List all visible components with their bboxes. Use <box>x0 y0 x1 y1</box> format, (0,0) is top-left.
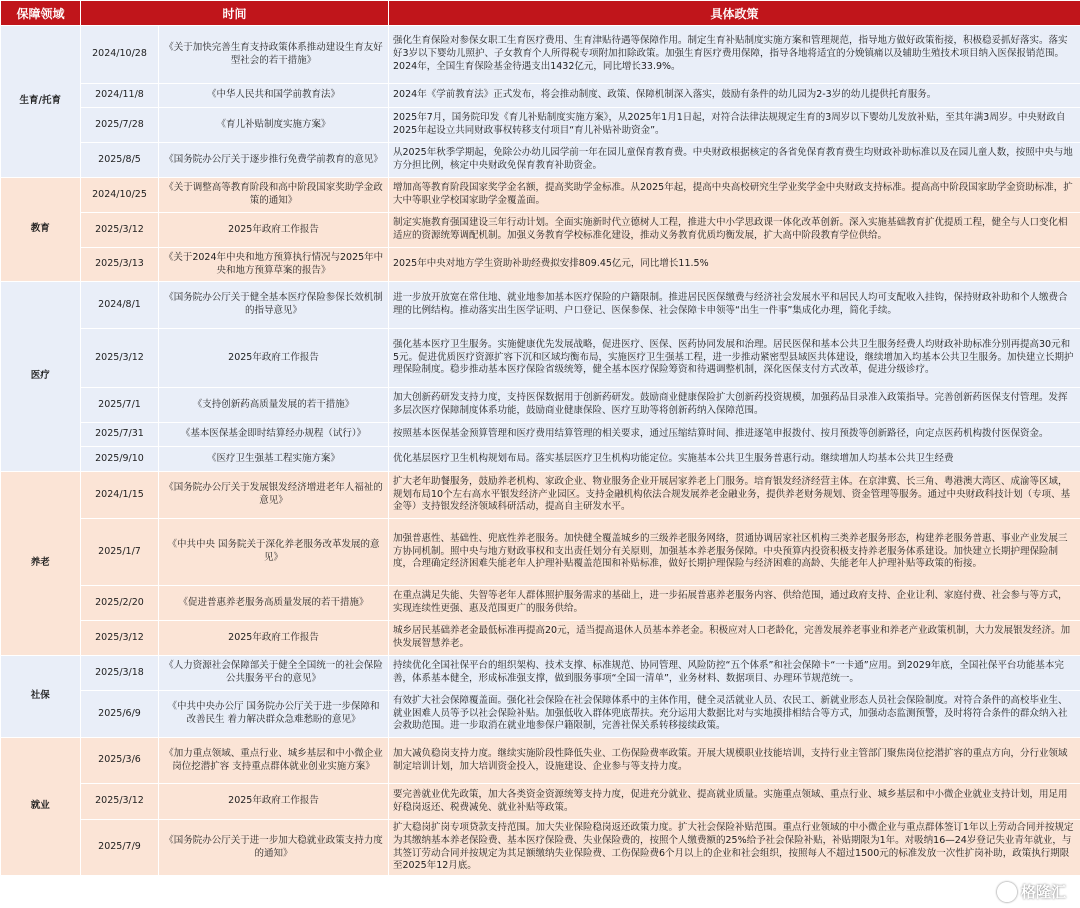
domain-cell: 就业 <box>1 738 81 876</box>
header-row <box>1 1 1080 26</box>
detail-cell: 加强普惠性、基础性、兜底性养老服务。加快健全覆盖城乡的三级养老服务网络，贯通协调居家社区机构三类养老服务形态，构建养老服务普惠、事业产业发展三方协同机制。照中央与地方财政事权和支出责任划分有关原则，加强基本养老服务保障。中央预算内投资积极支持养老服务体系建设。加快建立长期护理保险制度，合理确定经济困难失能老年人护理补贴覆盖范围和补贴标准，做好长期护理保险与经济困难的高龄、失能老年人护理补贴等政策的衔接。 <box>389 519 1080 586</box>
doc-cell: 《支持创新药高质量发展的若干措施》 <box>159 388 389 423</box>
table-row <box>1 108 1080 143</box>
detail-cell: 按照基本医保基金预算管理和医疗费用结算管理的相关要求，通过压缩结算时间、推进逐笔申报拨付、按月预拨等创新路径，向定点医药机构拨付医保资金。 <box>389 423 1080 447</box>
date-cell: 2025/2/20 <box>81 586 159 621</box>
detail-cell: 有效扩大社会保障覆盖面。强化社会保险在社会保障体系中的主体作用，健全灵活就业人员、农民工、新就业形态人员社会保险制度。对符合条件的高校毕业生、就业困难人员等予以社会保险补贴。加强低收入群体兜底帮扶。充分运用大数据比对与实地摸排相结合等方式，加强动态监测预警，及时将符合条件的群众纳入社会救助范围。进一步取消在就业地参保户籍限制，完善社保关系转移接续政策。 <box>389 691 1080 738</box>
detail-cell: 扩大老年助餐服务，鼓励养老机构、家政企业、物业服务企业开展居家养老上门服务。培育银发经济经营主体。在京津冀、长三角、粤港澳大湾区、成渝等区域，规划布局10个左右高水平银发经济产业园区。支持金融机构依法合规发展养老金融业务，提供养老财务规划、资金管理等服务。通过中央财政科技计划（专项、基金等）支持银发经济领域科研活动，提高自主研发水平。 <box>389 472 1080 519</box>
doc-cell: 《中华人民共和国学前教育法》 <box>159 84 389 108</box>
detail-cell: 持续优化全国社保平台的组织架构、技术支撑、标准规范、协同管理、风险防控“五个体系”和社会保障卡“一卡通”应用。到2029年底，全国社保平台功能基本完善，体系基本健全，形成标准强支撑，做到服务事项“全国一清单”，业务材料、数据项目、办理环节规范统一。 <box>389 656 1080 691</box>
domain-cell: 生育/托育 <box>1 26 81 178</box>
domain-cell: 养老 <box>1 472 81 656</box>
table-row <box>1 586 1080 621</box>
domain-cell: 教育 <box>1 178 81 282</box>
date-cell: 2024/11/8 <box>81 84 159 108</box>
watermark-brand: 格隆汇 <box>1020 883 1066 901</box>
date-cell: 2025/3/12 <box>81 329 159 388</box>
table-row <box>1 329 1080 388</box>
domain-cell: 社保 <box>1 656 81 738</box>
table-row <box>1 282 1080 329</box>
date-cell: 2025/7/28 <box>81 108 159 143</box>
date-cell: 2024/10/25 <box>81 178 159 213</box>
doc-cell: 《人力资源社会保障部关于健全全国统一的社会保险公共服务平台的意见》 <box>159 656 389 691</box>
doc-cell: 《中共中央办公厅 国务院办公厅关于进一步保障和改善民生 着力解决群众急难愁盼的意见》 <box>159 691 389 738</box>
table-row <box>1 621 1080 656</box>
doc-cell: 《基本医保基金即时结算经办规程（试行）》 <box>159 423 389 447</box>
table-row <box>1 738 1080 784</box>
doc-cell: 《中共中央 国务院关于深化养老服务改革发展的意见》 <box>159 519 389 586</box>
detail-cell: 2025年7月，国务院印发《育儿补贴制度实施方案》，从2025年1月1日起，对符合法律法规规定生育的3周岁以下婴幼儿发放补贴，至其年满3周岁。中央财政自2025年起设立共同财政事权转移支付项目“育儿补贴补助资金”。 <box>389 108 1080 143</box>
doc-cell: 《医疗卫生强基工程实施方案》 <box>159 447 389 472</box>
date-cell: 2025/7/1 <box>81 388 159 423</box>
detail-cell: 在重点满足失能、失智等老年人群体照护服务需求的基础上，进一步拓展普惠养老服务内容、供给范围，通过政府支持、企业让利、家庭付费、社会参与等方式，实现连续性更强、惠及范围更广的服务供给。 <box>389 586 1080 621</box>
date-cell: 2025/3/12 <box>81 621 159 656</box>
watermark <box>997 881 1066 902</box>
doc-cell: 2025年政府工作报告 <box>159 213 389 248</box>
detail-cell: 2024年《学前教育法》正式发布，将会推动制度、政策、保障机制深入落实，鼓励有条件的幼儿园为2-3岁的幼儿提供托育服务。 <box>389 84 1080 108</box>
date-cell: 2025/7/31 <box>81 423 159 447</box>
doc-cell: 《加力重点领域、重点行业、城乡基层和中小微企业岗位挖潜扩容 支持重点群体就业创业实施方案》 <box>159 738 389 784</box>
header-time: 时间 <box>81 1 389 26</box>
date-cell: 2025/3/13 <box>81 248 159 282</box>
date-cell: 2025/8/5 <box>81 143 159 178</box>
date-cell: 2025/3/18 <box>81 656 159 691</box>
detail-cell: 加大减负稳岗支持力度。继续实施阶段性降低失业、工伤保险费率政策。开展大规模职业技能培训，支持行业主管部门聚焦岗位挖潜扩容的重点方向，分行业领域制定培训计划，加大培训资金投入，设施建设、企业参与等支持力度。 <box>389 738 1080 784</box>
table-row <box>1 213 1080 248</box>
table-row <box>1 84 1080 108</box>
table-row <box>1 472 1080 519</box>
table-body <box>1 26 1080 876</box>
date-cell: 2024/10/28 <box>81 26 159 84</box>
date-cell: 2025/7/9 <box>81 820 159 876</box>
table-row <box>1 423 1080 447</box>
doc-cell: 2025年政府工作报告 <box>159 621 389 656</box>
table-row <box>1 519 1080 586</box>
domain-cell: 医疗 <box>1 282 81 472</box>
table-row <box>1 248 1080 282</box>
date-cell: 2025/3/6 <box>81 738 159 784</box>
doc-cell: 《国务院办公厅关于进一步加大稳就业政策支持力度的通知》 <box>159 820 389 876</box>
detail-cell: 城乡居民基础养老金最低标准再提高20元，适当提高退休人员基本养老金。积极应对人口老龄化，完善发展养老事业和养老产业政策机制，大力发展银发经济。加快发展智慧养老。 <box>389 621 1080 656</box>
detail-cell: 加大创新药研发支持力度，支持医保数据用于创新药研发。鼓励商业健康保险扩大创新药投资规模，加强药品目录准入政策指导。完善创新药医保支付管理。发挥多层次医疗保障制度体系功能，鼓励商业健康保险、医疗互助等将创新药纳入保障范围。 <box>389 388 1080 423</box>
header-domain: 保障领域 <box>1 1 81 26</box>
table-row <box>1 143 1080 178</box>
detail-cell: 制定实施教育强国建设三年行动计划。全面实施新时代立德树人工程，推进大中小学思政课一体化改革创新。深入实施基础教育扩优提质工程，健全与人口变化相适应的资源统筹调配机制。加强义务教育学校标准化建设，推动义务教育优质均衡发展，扩大高中阶段教育学位供给。 <box>389 213 1080 248</box>
date-cell: 2025/6/9 <box>81 691 159 738</box>
table-row <box>1 691 1080 738</box>
date-cell: 2025/1/7 <box>81 519 159 586</box>
doc-cell: 《国务院办公厅关于健全基本医疗保险参保长效机制的指导意见》 <box>159 282 389 329</box>
doc-cell: 《育儿补贴制度实施方案》 <box>159 108 389 143</box>
table-row <box>1 447 1080 472</box>
doc-cell: 《关于2024年中央和地方预算执行情况与2025年中央和地方预算草案的报告》 <box>159 248 389 282</box>
detail-cell: 强化基本医疗卫生服务。实施健康优先发展战略，促进医疗、医保、医药协同发展和治理。居民医保和基本公共卫生服务经费人均财政补助标准分别再提高30元和5元。促进优质医疗资源扩容下沉和区域均衡布局，实施医疗卫生强基工程，进一步推动紧密型县域医共体建设，继续增加入均基本公共卫生服务。加快建立长期护理保险制度。稳步推动基本医疗保险省级统筹，健全基本医疗保险筹资和待遇调整机制，深化医保支付方式改革，促进分级诊疗。 <box>389 329 1080 388</box>
doc-cell: 《关于加快完善生育支持政策体系推动建设生育友好型社会的若干措施》 <box>159 26 389 84</box>
table-row <box>1 178 1080 213</box>
detail-cell: 从2025年秋季学期起，免除公办幼儿园学前一年在园儿童保育教育费。中央财政根据核定的各省免保育教育费生均财政补助标准以及在园儿童人数，按照中央与地方分担比例，核定中央财政免保育教育补助资金。 <box>389 143 1080 178</box>
doc-cell: 2025年政府工作报告 <box>159 329 389 388</box>
header-detail: 具体政策 <box>389 1 1080 26</box>
date-cell: 2025/3/12 <box>81 213 159 248</box>
date-cell: 2024/1/15 <box>81 472 159 519</box>
date-cell: 2025/3/12 <box>81 784 159 820</box>
date-cell: 2025/9/10 <box>81 447 159 472</box>
doc-cell: 2025年政府工作报告 <box>159 784 389 820</box>
doc-cell: 《关于调整高等教育阶段和高中阶段国家奖助学金政策的通知》 <box>159 178 389 213</box>
table-row <box>1 26 1080 84</box>
detail-cell: 强化生育保险对参保女职工生育医疗费用、生育津贴待遇等保障作用。制定生育补贴制度实施方案和管理规范，指导地方做好政策衔接，积极稳妥抓好落实。落实好3岁以下婴幼儿照护、子女教育个人所得税专项附加扣除政策。加强生育医疗费用保障，指导各地将适宜的分娩镇痛以及辅助生殖技术项目纳入医保报销范围。2024年，全国生育保险基金待遇支出1432亿元，同比增长33.9%。 <box>389 26 1080 84</box>
detail-cell: 增加高等教育阶段国家奖学金名额，提高奖助学金标准。从2025年起，提高中央高校研究生学业奖学金中央财政支持标准。提高高中阶段国家助学金资助标准，扩大中等职业学校国家助学金覆盖面。 <box>389 178 1080 213</box>
gelonghui-logo-icon <box>997 882 1017 902</box>
table-row <box>1 784 1080 820</box>
detail-cell: 优化基层医疗卫生机构规划布局。落实基层医疗卫生机构功能定位。实施基本公共卫生服务普惠行动。继续增加人均基本公共卫生经费 <box>389 447 1080 472</box>
date-cell: 2024/8/1 <box>81 282 159 329</box>
detail-cell: 进一步放开放宽在常住地、就业地参加基本医疗保险的户籍限制。推进居民医保缴费与经济社会发展水平和居民人均可支配收入挂钩，保持财政补助和个人缴费合理的比例结构。推动落实出生医学证明、户口登记、医保参保、社会保障卡申领等“出生一件事”集成化办理，简化手续。 <box>389 282 1080 329</box>
table-row <box>1 388 1080 423</box>
detail-cell: 扩大稳岗扩岗专项贷款支持范围。加大失业保险稳岗返还政策力度。扩大社会保险补贴范围。重点行业领域的中小微企业与重点群体签订1年以上劳动合同并按规定为其缴纳基本养老保险费、基本医疗保险费、失业保险费的，按照个人缴费额的25%给予社会保险补贴，补贴期限为1年。对吸纳16—24岁登记失业青年就业，与其签订劳动合同并按规定为其足额缴纳失业保险费、工伤保险费6个月以上的企业和社会组织，按照每人不超过1500元的标准发放一次性扩岗补助，政策执行期限至2025年12月底。 <box>389 820 1080 876</box>
doc-cell: 《国务院办公厅关于逐步推行免费学前教育的意见》 <box>159 143 389 178</box>
table-row <box>1 656 1080 691</box>
doc-cell: 《促进普惠养老服务高质量发展的若干措施》 <box>159 586 389 621</box>
detail-cell: 要完善就业优先政策，加大各类资金资源统筹支持力度，促进充分就业、提高就业质量。实施重点领域、重点行业、城乡基层和中小微企业就业支持计划，用足用好稳岗返还、税费减免、就业补贴等政策。 <box>389 784 1080 820</box>
doc-cell: 《国务院办公厅关于发展银发经济增进老年人福祉的意见》 <box>159 472 389 519</box>
table-row <box>1 820 1080 876</box>
detail-cell: 2025年中央对地方学生资助补助经费拟安排809.45亿元，同比增长11.5% <box>389 248 1080 282</box>
